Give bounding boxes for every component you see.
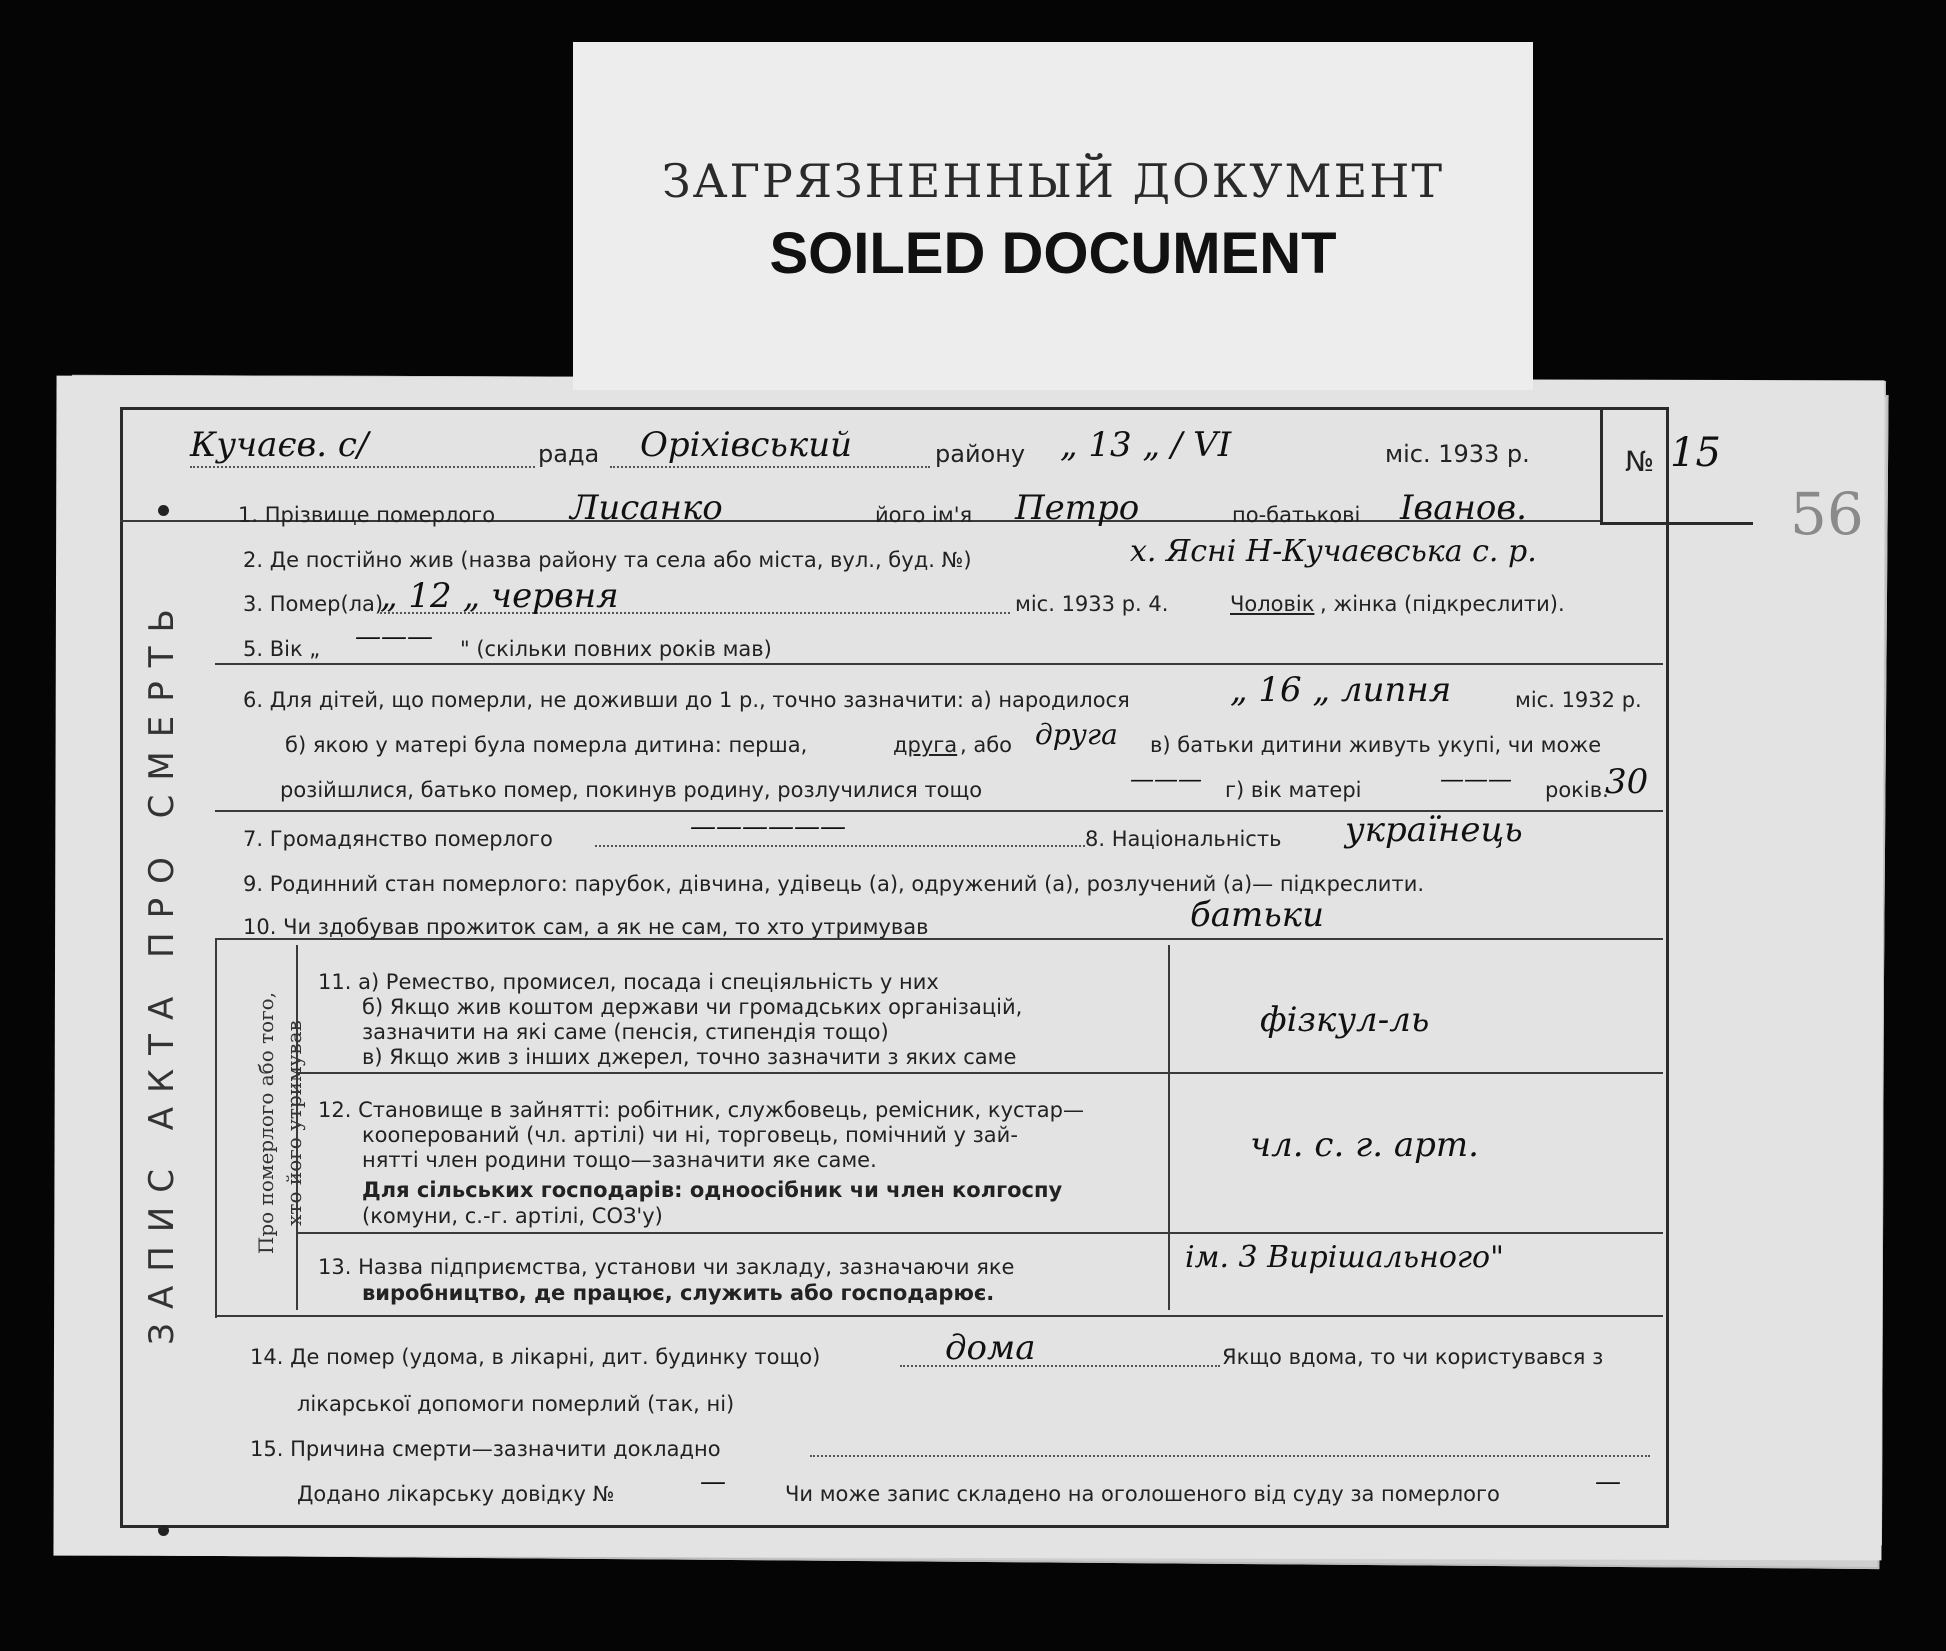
archive-page-number: 56 <box>1790 480 1864 548</box>
employment-d: Для сільських господарів: одноосібник чи член колгоспу <box>362 1178 1063 1202</box>
surname-handwritten: Лисанко <box>570 488 723 528</box>
mother-age-dash: ——— <box>1440 765 1512 793</box>
nationality-label: 8. Національність <box>1085 827 1282 851</box>
fill-line <box>595 845 1085 847</box>
number-label: № <box>1625 445 1655 478</box>
binder-hole <box>158 1525 169 1536</box>
fill-line <box>190 466 535 468</box>
enterprise-handwritten: ім. 3 Вирішального" <box>1185 1240 1504 1275</box>
death-place-label: 14. Де помер (удома, в лікарні, дит. будинку тощо) <box>250 1345 821 1369</box>
answer-column-rule <box>1168 945 1170 1310</box>
infant-birth-year: міс. 1932 р. <box>1515 688 1642 712</box>
side-note: Про померлого або того, хто його утримував <box>254 991 306 1255</box>
citizenship-handwritten: —————— <box>690 812 846 842</box>
citizenship-label: 7. Громадянство померлого <box>243 827 553 851</box>
patronymic-label: по-батькові <box>1232 503 1361 527</box>
employment-b: кооперований (чл. артілі) чи ні, торговець, помічний у зай- <box>362 1123 1018 1147</box>
death-date-handwritten: „ 12 „ червня <box>380 576 619 616</box>
fill-line <box>810 1455 1650 1457</box>
mother-age-label: г) вік матері <box>1225 778 1362 802</box>
birth-order-second-underlined: друга <box>893 733 958 757</box>
first-name-label: його ім'я <box>875 503 973 527</box>
occupation-a: 11. а) Ремество, промисел, посада і спеціяльність у них <box>318 970 939 994</box>
died-label: 3. Помер(ла) <box>243 592 384 616</box>
soiled-document-label <box>573 42 1533 390</box>
month-year-label: міс. 1933 р. <box>1385 440 1530 468</box>
occupation-handwritten: фізкул-ль <box>1260 1000 1430 1040</box>
support-label: 10. Чи здобував прожиток сам, а як не сам, то хто утримував <box>243 915 929 939</box>
section-rule <box>215 1315 1663 1317</box>
patronymic-handwritten: Іванов. <box>1400 488 1527 528</box>
section-rule <box>215 663 1663 665</box>
rada-label: рада <box>538 440 600 468</box>
birth-order-handwritten: друга <box>1035 718 1118 751</box>
surname-label: 1. Прізвище померлого <box>238 503 496 527</box>
birth-order-label: б) якою у матері була померла дитина: перша, <box>285 733 808 757</box>
binder-hole <box>158 505 169 516</box>
cause-of-death-label: 15. Причина смерти—зазначити докладно <box>250 1437 721 1461</box>
age-hint: " (скільки повних років мав) <box>460 637 772 661</box>
sex-options-label: , жінка (підкреслити). <box>1320 592 1565 616</box>
infant-birth-handwritten: „ 16 „ липня <box>1230 670 1452 710</box>
employment-a: 12. Становище в зайнятті: робітник, службовець, ремісник, кустар— <box>318 1098 1084 1122</box>
infant-birth-label: 6. Для дітей, що померли, не доживши до 1 р., точно зазначити: а) народилося <box>243 688 1130 712</box>
age-label: 5. Вік „ <box>243 637 321 661</box>
row-rule <box>298 1232 1663 1234</box>
side-title-column <box>112 410 222 1520</box>
marital-status-label: 9. Родинний стан померлого: парубок, дівчина, удівець (а), одружений (а), розлучений (а)— підкреслити. <box>243 872 1425 896</box>
district-handwritten: Оріхівський <box>640 425 853 465</box>
support-handwritten: батьки <box>1190 895 1324 935</box>
birth-order-or: , або <box>960 733 1013 757</box>
parents-status-handwritten: ——— <box>1130 765 1202 793</box>
parents-status-label: розійшлися, батько помер, покинув родину, розлучилися тощо <box>280 778 983 802</box>
certificate-handwritten: — <box>700 1467 726 1497</box>
death-year-label: міс. 1933 р. 4. <box>1015 592 1169 616</box>
side-note-column <box>240 985 320 1285</box>
label-russian: ЗАГРЯЗНЕННЫЙ ДОКУМЕНТ <box>661 154 1445 208</box>
row-rule <box>298 1072 1663 1074</box>
court-record-handwritten: — <box>1595 1467 1621 1497</box>
nationality-handwritten: українець <box>1345 810 1523 850</box>
block-left-rule <box>215 938 217 1318</box>
side-title: ЗАПИС АКТА ПРО СМЕРТЬ <box>142 595 182 1345</box>
mother-age-handwritten: 30 <box>1605 762 1649 802</box>
residence-label: 2. Де постійно жив (назва району та села або міста, вул., буд. №) <box>243 548 972 572</box>
medical-help-label: лікарської допомоги померлий (так, ні) <box>297 1392 735 1416</box>
first-name-handwritten: Петро <box>1015 488 1140 528</box>
parents-together-label: в) батьки дитини живуть укупі, чи може <box>1150 733 1602 757</box>
occupation-b: б) Якщо жив коштом держави чи громадських організацій, <box>362 995 1023 1019</box>
number-handwritten: 15 <box>1670 430 1721 476</box>
enterprise-a: 13. Назва підприємства, установи чи закладу, зазначаючи яке <box>318 1255 1015 1279</box>
home-doctor-label: Якщо вдома, то чи користувався з <box>1222 1345 1604 1369</box>
council-handwritten: Кучаєв. с/ <box>190 425 369 465</box>
employment-e: (комуни, с.-г. артілі, СОЗ'у) <box>362 1204 663 1228</box>
occupation-c: в) Якщо жив з інших джерел, точно зазначити з яких саме <box>362 1045 1017 1069</box>
occupation-b2: зазначити на які саме (пенсія, стипендія тощо) <box>362 1020 889 1044</box>
enterprise-b: виробництво, де працює, служить або господарює. <box>362 1281 995 1305</box>
age-handwritten: ——— <box>355 622 433 652</box>
fill-line <box>610 466 930 468</box>
medical-certificate-label: Додано лікарську довідку № <box>297 1482 615 1506</box>
employment-c: нятті член родини тощо—зазначити яке саме. <box>362 1148 877 1172</box>
years-label: років. <box>1545 778 1609 802</box>
date-handwritten: „ 13 „ / VI <box>1060 425 1232 465</box>
rayon-label: району <box>935 440 1026 468</box>
label-english: SOILED DOCUMENT <box>769 221 1337 286</box>
sex-male-underlined: Чоловік <box>1230 592 1315 616</box>
court-record-label: Чи може запис складено на оголошеного від суду за померлого <box>785 1482 1500 1506</box>
death-place-handwritten: дома <box>945 1328 1036 1368</box>
residence-handwritten: х. Ясні Н-Кучаєвська с. р. <box>1130 534 1537 569</box>
employment-handwritten: чл. с. г. арт. <box>1250 1125 1479 1165</box>
